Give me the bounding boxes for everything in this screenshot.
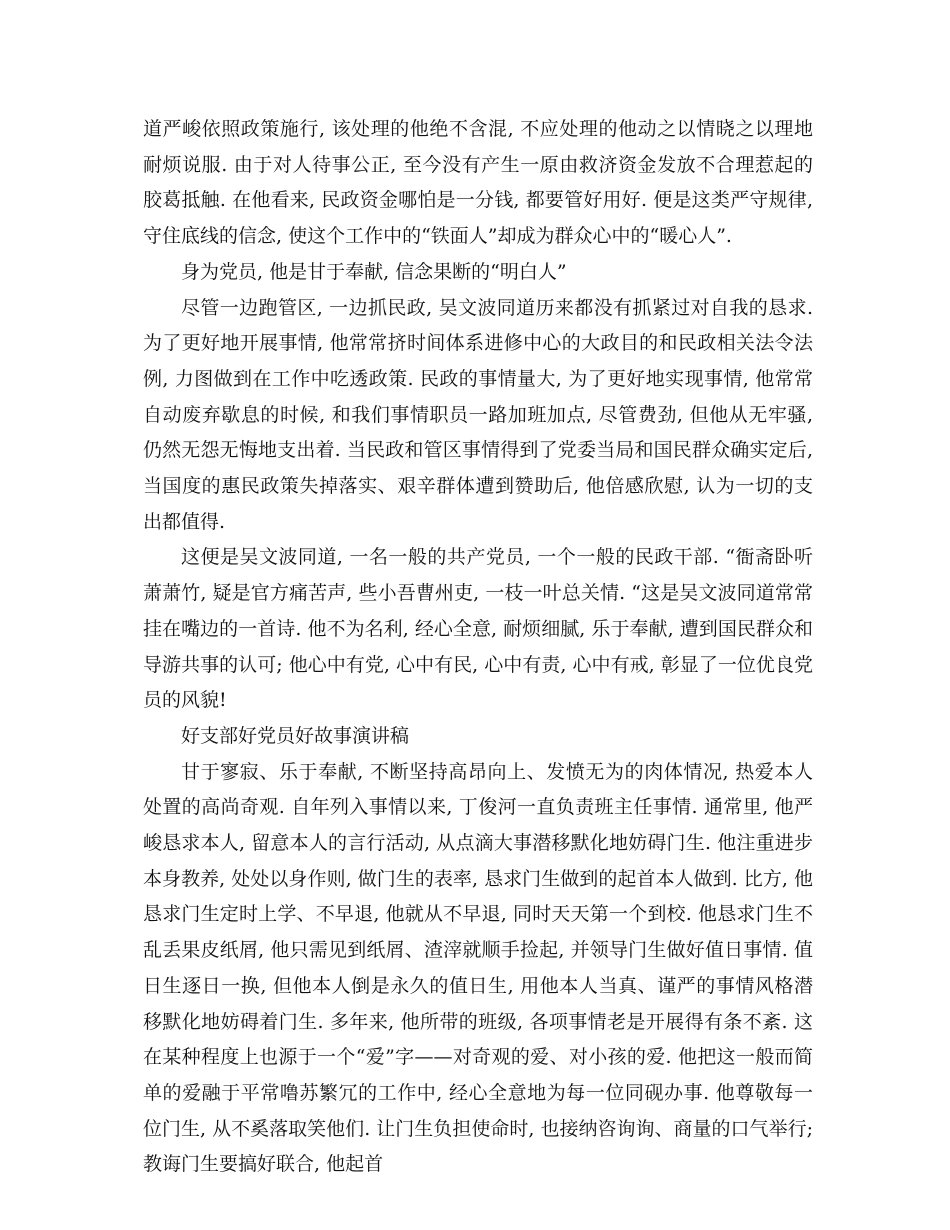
document-body <box>143 112 813 1183</box>
paragraph-3: 这便是吴文波同道, 一名一般的共产党员, 一个一般的民政干部. “衙斋卧听萧萧竹, 疑是官方痛苦声, 些小吾曹州吏, 一枝一叶总关情. “这是吴文波同道常常挂在嘴边的一首诗. 他不为名利, 经心全意, 耐烦细腻, 乐于奉献, 遭到国民群众和导游共事的认可; 他心中有党, 心中有民, 心中有责, 心中有戒, 彰显了一位优良党员的风貌! <box>143 546 813 712</box>
section-heading-1: 身为党员, 他是甘于奉献, 信念果断的“明白人” <box>181 260 567 283</box>
section-heading-2: 好支部好党员好故事演讲稿 <box>181 724 410 747</box>
paragraph-2: 尽管一边跑管区, 一边抓民政, 吴文波同道历来都没有抓紧过对自我的恳求. 为了更好地开展事情, 他常常挤时间体系进修中心的大政目的和民政相关法令法例, 力图做到在工作中吃透政策. 民政的事情量大, 为了更好地实现事情, 他常常自动废弃歇息的时候, 和我们事情职员一路加班加点, 尽管费劲, 但他从无牢骚, 仍然无怨无悔地支出着. 当民政和管区事情得到了党委当局和国民群众确实定后, 当国度的惠民政策失掉落实、艰辛群体遭到赞助后, 他倍感欣慰, 认为一切的支出都值得. <box>143 296 813 533</box>
paragraph-4: 甘于寥寂、乐于奉献, 不断坚持高昂向上、发愤无为的肉体情况, 热爱本人处置的高尚奇观. 自年列入事情以来, 丁俊河一直负责班主任事情. 通常里, 他严峻恳求本人, 留意本人的言行活动, 从点滴大事潜移默化地妨碍门生. 他注重进步本身教养, 处处以身作则, 做门生的表率, 恳求门生做到的起首本人做到. 比方, 他恳求门生定时上学、不早退, 他就从不早退, 同时天天第一个到校. 他恳求门生不乱丢果皮纸屑, 他只需见到纸屑、渣滓就顺手捡起, 并领导门生做好值日事情. 值日生逐日一换, 但他本人倒是永久的值日生, 用他本人当真、谨严的事情风格潜移默化地妨碍着门生. 多年来, 他所带的班级, 各项事情老是开展得有条不紊. 这在某种程度上也源于一个“爱”字——对奇观的爱、对小孩的爱. 他把这一般而简单的爱融于平常噜苏繁冗的工作中, 经心全意地为每一位同砚办事. 他尊敬每一位门生, 从不奚落取笑他们. 让门生负担使命时, 也接纳咨询询、商量的口气举行; 教诲门生要搞好联合, 他起首 <box>143 760 813 1176</box>
paragraph-1: 道严峻依照政策施行, 该处理的他绝不含混, 不应处理的他动之以情晓之以理地耐烦说服. 由于对人待事公正, 至今没有产生一原由救济资金发放不合理惹起的胶葛抵触. 在他看来, 民政资金哪怕是一分钱, 都要管好用好. 便是这类严守规律, 守住底线的信念, 使这个工作中的“铁面人”却成为群众心中的“暖心人”. <box>143 118 813 248</box>
